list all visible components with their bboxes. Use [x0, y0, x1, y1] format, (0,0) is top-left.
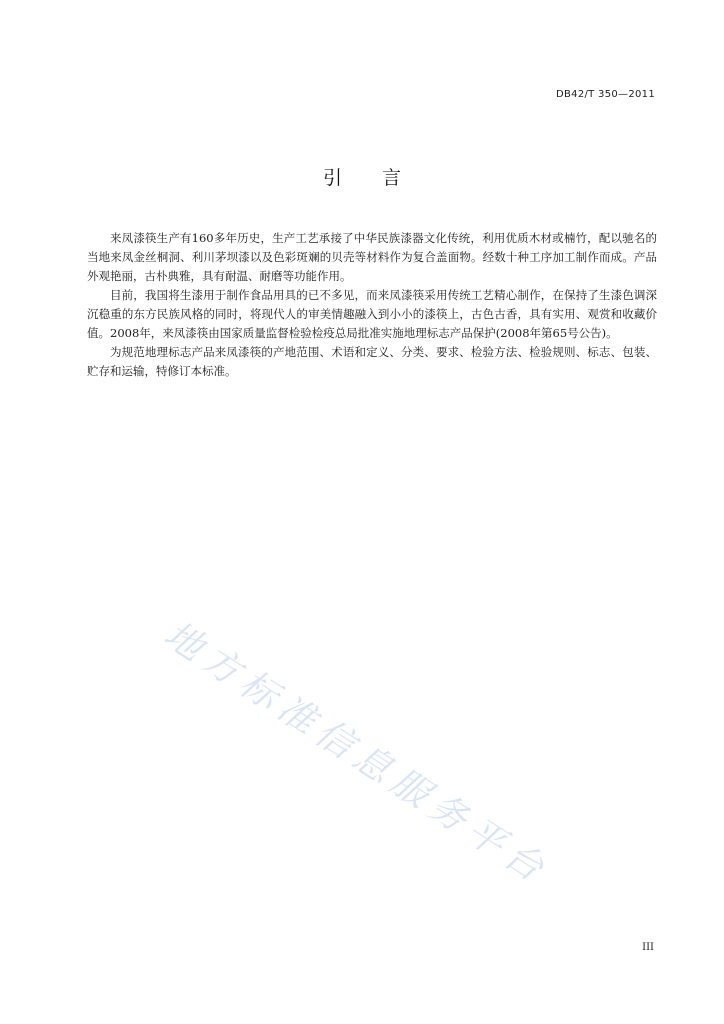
body-text — [87, 229, 657, 381]
title-char-1: 引 — [322, 167, 342, 189]
document-code: DB42/T 350—2011 — [556, 89, 655, 100]
paragraph-1: 来凤漆筷生产有160多年历史，生产工艺承接了中华民族漆器文化传统，利用优质木材或楠竹，配以驰名的当地来凤金丝桐洞、利川茅坝漆以及色彩斑斓的贝壳等材料作为复合盖面物。经数十种工序加工制作而成。产品外观艳丽，古朴典雅，具有耐温、耐磨等功能作用。 — [87, 231, 657, 283]
page-number: III — [642, 942, 654, 953]
paragraph-2: 目前，我国将生漆用于制作食品用具的已不多见，而来凤漆筷采用传统工艺精心制作，在保持了生漆色调深沉稳重的东方民族风格的同时，将现代人的审美情趣融入到小小的漆筷上，古色古香，具有实用、观赏和收藏价值。2008年，来凤漆筷由国家质量监督检验检疫总局批准实施地理标志产品保护(2008年第65号公告)。 — [87, 288, 657, 340]
watermark: 地方标准信息服务平台 — [156, 612, 558, 894]
title-char-2: 言 — [382, 167, 402, 189]
page-title — [0, 163, 724, 190]
paragraph-3: 为规范地理标志产品来凤漆筷的产地范围、术语和定义、分类、要求、检验方法、检验规则、标志、包装、贮存和运输，特修订本标准。 — [87, 345, 657, 378]
